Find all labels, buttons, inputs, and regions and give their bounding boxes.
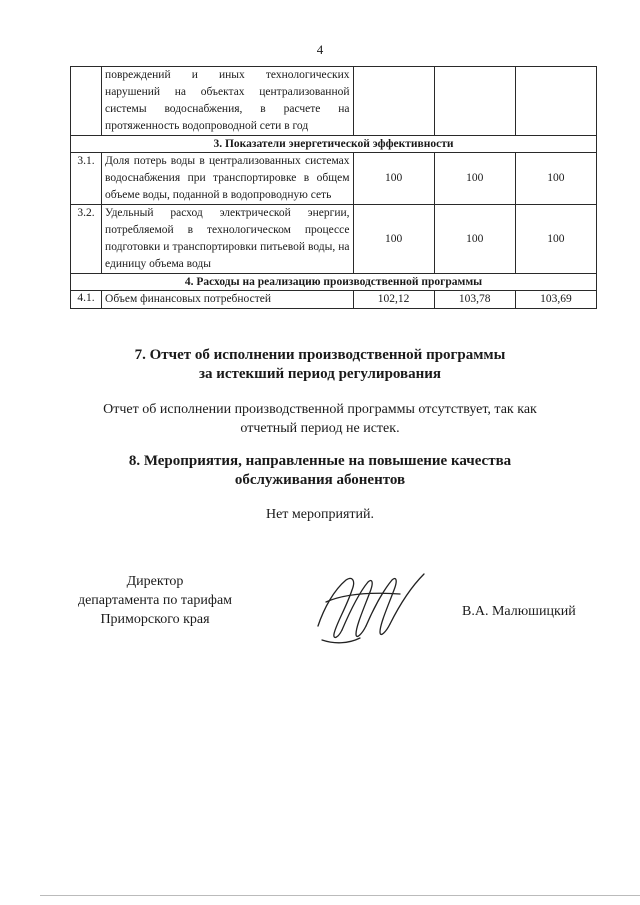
indicator-value: 100: [353, 205, 434, 274]
section-title-energy-efficiency: 3. Показатели энергетической эффективности: [71, 136, 597, 153]
signer-title-line3: Приморского края: [100, 612, 210, 627]
indicator-value: 102,12: [353, 291, 434, 309]
row-number: 3.1.: [71, 153, 102, 205]
indicator-value: 100: [515, 153, 596, 205]
indicator-value: 103,69: [515, 291, 596, 309]
signer-name: В.А. Малюшицкий: [462, 604, 576, 619]
page-bottom-rule: [40, 895, 640, 896]
section8-heading-line2: обслуживания абонентов: [234, 472, 406, 488]
indicator-value: 103,78: [434, 291, 515, 309]
table-row: [71, 205, 597, 274]
section7-heading-line1: 7. Отчет об исполнении производственной программы: [134, 347, 506, 363]
signer-title-line2: департамента по тарифам: [77, 593, 233, 608]
table-row: [71, 291, 597, 309]
indicator-value: 100: [434, 153, 515, 205]
indicator-description: Доля потерь воды в централизованных системах водоснабжения при транспортировке в общем объеме воды, поданной в водопроводную сеть: [102, 153, 353, 205]
indicator-value: [434, 67, 515, 136]
section7-heading: [0, 346, 640, 384]
signer-title: [40, 572, 270, 629]
indicator-description: повреждений и иных технологических нарушений на объектах централизованной системы водоснабжения, в расчете на протяженность водопроводной сети в год: [102, 67, 353, 136]
signer-title-line1: Директор: [126, 574, 184, 589]
indicator-value: [353, 67, 434, 136]
page-number: 4: [316, 42, 324, 57]
section7-text-line2: отчетный период не истек.: [240, 421, 400, 436]
handwritten-signature: [312, 568, 430, 648]
indicator-value: 100: [434, 205, 515, 274]
indicator-description: Удельный расход электрической энергии, потребляемой в технологическом процессе подготовки и транспортировки питьевой воды, на единицу объема воды: [102, 205, 353, 274]
section7-heading-line2: за истекший период регулирования: [198, 366, 442, 382]
row-number: 4.1.: [71, 291, 102, 309]
indicator-description: Объем финансовых потребностей: [102, 291, 353, 309]
section-header-row: [71, 274, 597, 291]
section-title-program-expenses: 4. Расходы на реализацию производственной программы: [71, 274, 597, 291]
table-row: [71, 153, 597, 205]
indicator-value: [515, 67, 596, 136]
row-number: 3.2.: [71, 205, 102, 274]
row-number: [71, 67, 102, 136]
section7-text: [0, 400, 640, 438]
indicators-table: [70, 66, 597, 309]
section8-heading: [0, 452, 640, 490]
section-header-row: [71, 136, 597, 153]
indicator-value: 100: [353, 153, 434, 205]
section8-heading-line1: 8. Мероприятия, направленные на повышение качества: [128, 453, 512, 469]
table-row: [71, 67, 597, 136]
section7-text-line1: Отчет об исполнении производственной программы отсутствует, так как: [103, 402, 537, 417]
indicator-value: 100: [515, 205, 596, 274]
section8-text: Нет мероприятий.: [265, 507, 375, 522]
